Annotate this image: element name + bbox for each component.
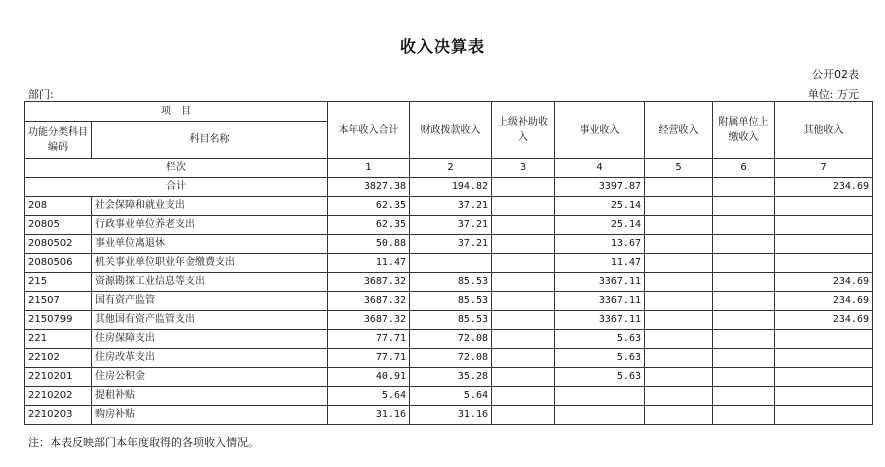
- other-cell: [775, 216, 873, 235]
- subject-name-cell: 提租补贴: [92, 387, 328, 406]
- table-row: [25, 216, 873, 235]
- table-row: [25, 311, 873, 330]
- column-number: 4: [555, 159, 645, 178]
- operating-cell: [645, 349, 713, 368]
- operating-cell: [645, 387, 713, 406]
- business-cell: 5.63: [555, 368, 645, 387]
- total-cell: 3687.32: [328, 273, 410, 292]
- business-cell: [555, 387, 645, 406]
- table-row: [25, 292, 873, 311]
- business-income-header: 事业收入: [555, 102, 645, 159]
- total-label: 合计: [25, 178, 328, 197]
- affiliated-cell: [713, 368, 775, 387]
- business-cell: 11.47: [555, 254, 645, 273]
- code-cell: 208: [25, 197, 92, 216]
- affiliated-cell: [713, 406, 775, 425]
- superior-cell: [492, 235, 555, 254]
- operating-cell: [645, 292, 713, 311]
- table-row: [25, 330, 873, 349]
- business-cell: 5.63: [555, 330, 645, 349]
- other-cell: [775, 197, 873, 216]
- superior-cell: [492, 406, 555, 425]
- fiscal-cell: 85.53: [410, 311, 492, 330]
- affiliated-cell: [713, 178, 775, 197]
- business-cell: 3367.11: [555, 292, 645, 311]
- fiscal-appropriation-header: 财政拨款收入: [410, 102, 492, 159]
- total-cell: 3827.38: [328, 178, 410, 197]
- superior-cell: [492, 197, 555, 216]
- total-cell: 77.71: [328, 330, 410, 349]
- column-index-row: [25, 159, 873, 178]
- operating-cell: [645, 406, 713, 425]
- superior-cell: [492, 216, 555, 235]
- income-table: [24, 101, 873, 425]
- table-row: [25, 406, 873, 425]
- table-row: [25, 254, 873, 273]
- superior-cell: [492, 349, 555, 368]
- operating-cell: [645, 216, 713, 235]
- total-cell: 3687.32: [328, 311, 410, 330]
- subject-name-cell: 购房补贴: [92, 406, 328, 425]
- affiliated-cell: [713, 387, 775, 406]
- total-income-header: 本年收入合计: [328, 102, 410, 159]
- subject-name-cell: 机关事业单位职业年金缴费支出: [92, 254, 328, 273]
- operating-cell: [645, 197, 713, 216]
- affiliated-cell: [713, 349, 775, 368]
- subject-name-cell: 住房保障支出: [92, 330, 328, 349]
- total-cell: 11.47: [328, 254, 410, 273]
- operating-cell: [645, 368, 713, 387]
- fiscal-cell: 194.82: [410, 178, 492, 197]
- table-row: [25, 368, 873, 387]
- other-cell: [775, 330, 873, 349]
- column-index-label: 栏次: [25, 159, 328, 178]
- table-row: [25, 273, 873, 292]
- column-number: 6: [713, 159, 775, 178]
- other-cell: 234.69: [775, 273, 873, 292]
- code-cell: 2080506: [25, 254, 92, 273]
- table-row: [25, 235, 873, 254]
- superior-cell: [492, 330, 555, 349]
- total-cell: 31.16: [328, 406, 410, 425]
- operating-income-header: 经营收入: [645, 102, 713, 159]
- code-cell: 2080502: [25, 235, 92, 254]
- affiliated-cell: [713, 292, 775, 311]
- fiscal-cell: 37.21: [410, 197, 492, 216]
- total-cell: 62.35: [328, 197, 410, 216]
- other-cell: 234.69: [775, 311, 873, 330]
- column-number: 2: [410, 159, 492, 178]
- other-cell: 234.69: [775, 292, 873, 311]
- other-cell: [775, 368, 873, 387]
- other-cell: [775, 349, 873, 368]
- operating-cell: [645, 330, 713, 349]
- affiliated-income-header: 附属单位上缴收入: [713, 102, 775, 159]
- total-cell: 5.64: [328, 387, 410, 406]
- code-cell: 21507: [25, 292, 92, 311]
- other-cell: 234.69: [775, 178, 873, 197]
- code-cell: 221: [25, 330, 92, 349]
- total-cell: 62.35: [328, 216, 410, 235]
- subject-name-cell: 其他国有资产监管支出: [92, 311, 328, 330]
- total-cell: 3687.32: [328, 292, 410, 311]
- business-cell: 3367.11: [555, 273, 645, 292]
- other-cell: [775, 235, 873, 254]
- total-row: [25, 178, 873, 197]
- business-cell: 3367.11: [555, 311, 645, 330]
- code-cell: 2210203: [25, 406, 92, 425]
- fiscal-cell: 85.53: [410, 292, 492, 311]
- business-cell: [555, 406, 645, 425]
- header-row-1: [25, 102, 873, 122]
- column-number: 5: [645, 159, 713, 178]
- business-cell: 13.67: [555, 235, 645, 254]
- total-cell: 40.91: [328, 368, 410, 387]
- column-number: 3: [492, 159, 555, 178]
- fiscal-cell: 72.08: [410, 330, 492, 349]
- affiliated-cell: [713, 273, 775, 292]
- superior-cell: [492, 254, 555, 273]
- affiliated-cell: [713, 197, 775, 216]
- footnote: 注：本表反映部门本年度取得的各项收入情况。: [28, 436, 259, 449]
- superior-cell: [492, 292, 555, 311]
- fiscal-cell: 37.21: [410, 235, 492, 254]
- total-cell: 77.71: [328, 349, 410, 368]
- operating-cell: [645, 273, 713, 292]
- code-cell: 2210201: [25, 368, 92, 387]
- superior-cell: [492, 311, 555, 330]
- superior-cell: [492, 178, 555, 197]
- other-income-header: 其他收入: [775, 102, 873, 159]
- operating-cell: [645, 311, 713, 330]
- code-cell: 2210202: [25, 387, 92, 406]
- unit-label: 单位: 万元: [807, 88, 859, 101]
- code-cell: 22102: [25, 349, 92, 368]
- table-row: [25, 197, 873, 216]
- business-cell: 5.63: [555, 349, 645, 368]
- affiliated-cell: [713, 311, 775, 330]
- subject-name-cell: 社会保障和就业支出: [92, 197, 328, 216]
- table-body: [25, 178, 873, 425]
- department-label: 部门:: [28, 88, 54, 101]
- business-cell: 3397.87: [555, 178, 645, 197]
- superior-cell: [492, 387, 555, 406]
- superior-cell: [492, 273, 555, 292]
- affiliated-cell: [713, 254, 775, 273]
- subject-name-cell: 资源勘探工业信息等支出: [92, 273, 328, 292]
- fiscal-cell: 37.21: [410, 216, 492, 235]
- operating-cell: [645, 235, 713, 254]
- subject-name-cell: 行政事业单位养老支出: [92, 216, 328, 235]
- column-number: 7: [775, 159, 873, 178]
- code-cell: 215: [25, 273, 92, 292]
- subject-name-cell: 住房改革支出: [92, 349, 328, 368]
- fiscal-cell: [410, 254, 492, 273]
- fiscal-cell: 5.64: [410, 387, 492, 406]
- fiscal-cell: 31.16: [410, 406, 492, 425]
- subject-name-cell: 住房公积金: [92, 368, 328, 387]
- fiscal-cell: 85.53: [410, 273, 492, 292]
- code-cell: 20805: [25, 216, 92, 235]
- business-cell: 25.14: [555, 216, 645, 235]
- other-cell: [775, 406, 873, 425]
- fiscal-cell: 35.28: [410, 368, 492, 387]
- table-row: [25, 349, 873, 368]
- total-cell: 50.88: [328, 235, 410, 254]
- superior-subsidy-header: 上级补助收入: [492, 102, 555, 159]
- subject-name-header: 科目名称: [92, 122, 328, 159]
- operating-cell: [645, 178, 713, 197]
- subject-name-cell: 事业单位离退休: [92, 235, 328, 254]
- business-cell: 25.14: [555, 197, 645, 216]
- superior-cell: [492, 368, 555, 387]
- affiliated-cell: [713, 235, 775, 254]
- fiscal-cell: 72.08: [410, 349, 492, 368]
- column-number: 1: [328, 159, 410, 178]
- subject-name-cell: 国有资产监管: [92, 292, 328, 311]
- operating-cell: [645, 254, 713, 273]
- page-title: 收入决算表: [399, 37, 485, 56]
- affiliated-cell: [713, 330, 775, 349]
- table-row: [25, 387, 873, 406]
- other-cell: [775, 254, 873, 273]
- func-code-header: 功能分类科目编码: [25, 122, 92, 159]
- affiliated-cell: [713, 216, 775, 235]
- code-cell: 2150799: [25, 311, 92, 330]
- form-number: 公开02表: [812, 68, 859, 81]
- other-cell: [775, 387, 873, 406]
- item-group-header: 项 目: [25, 102, 328, 122]
